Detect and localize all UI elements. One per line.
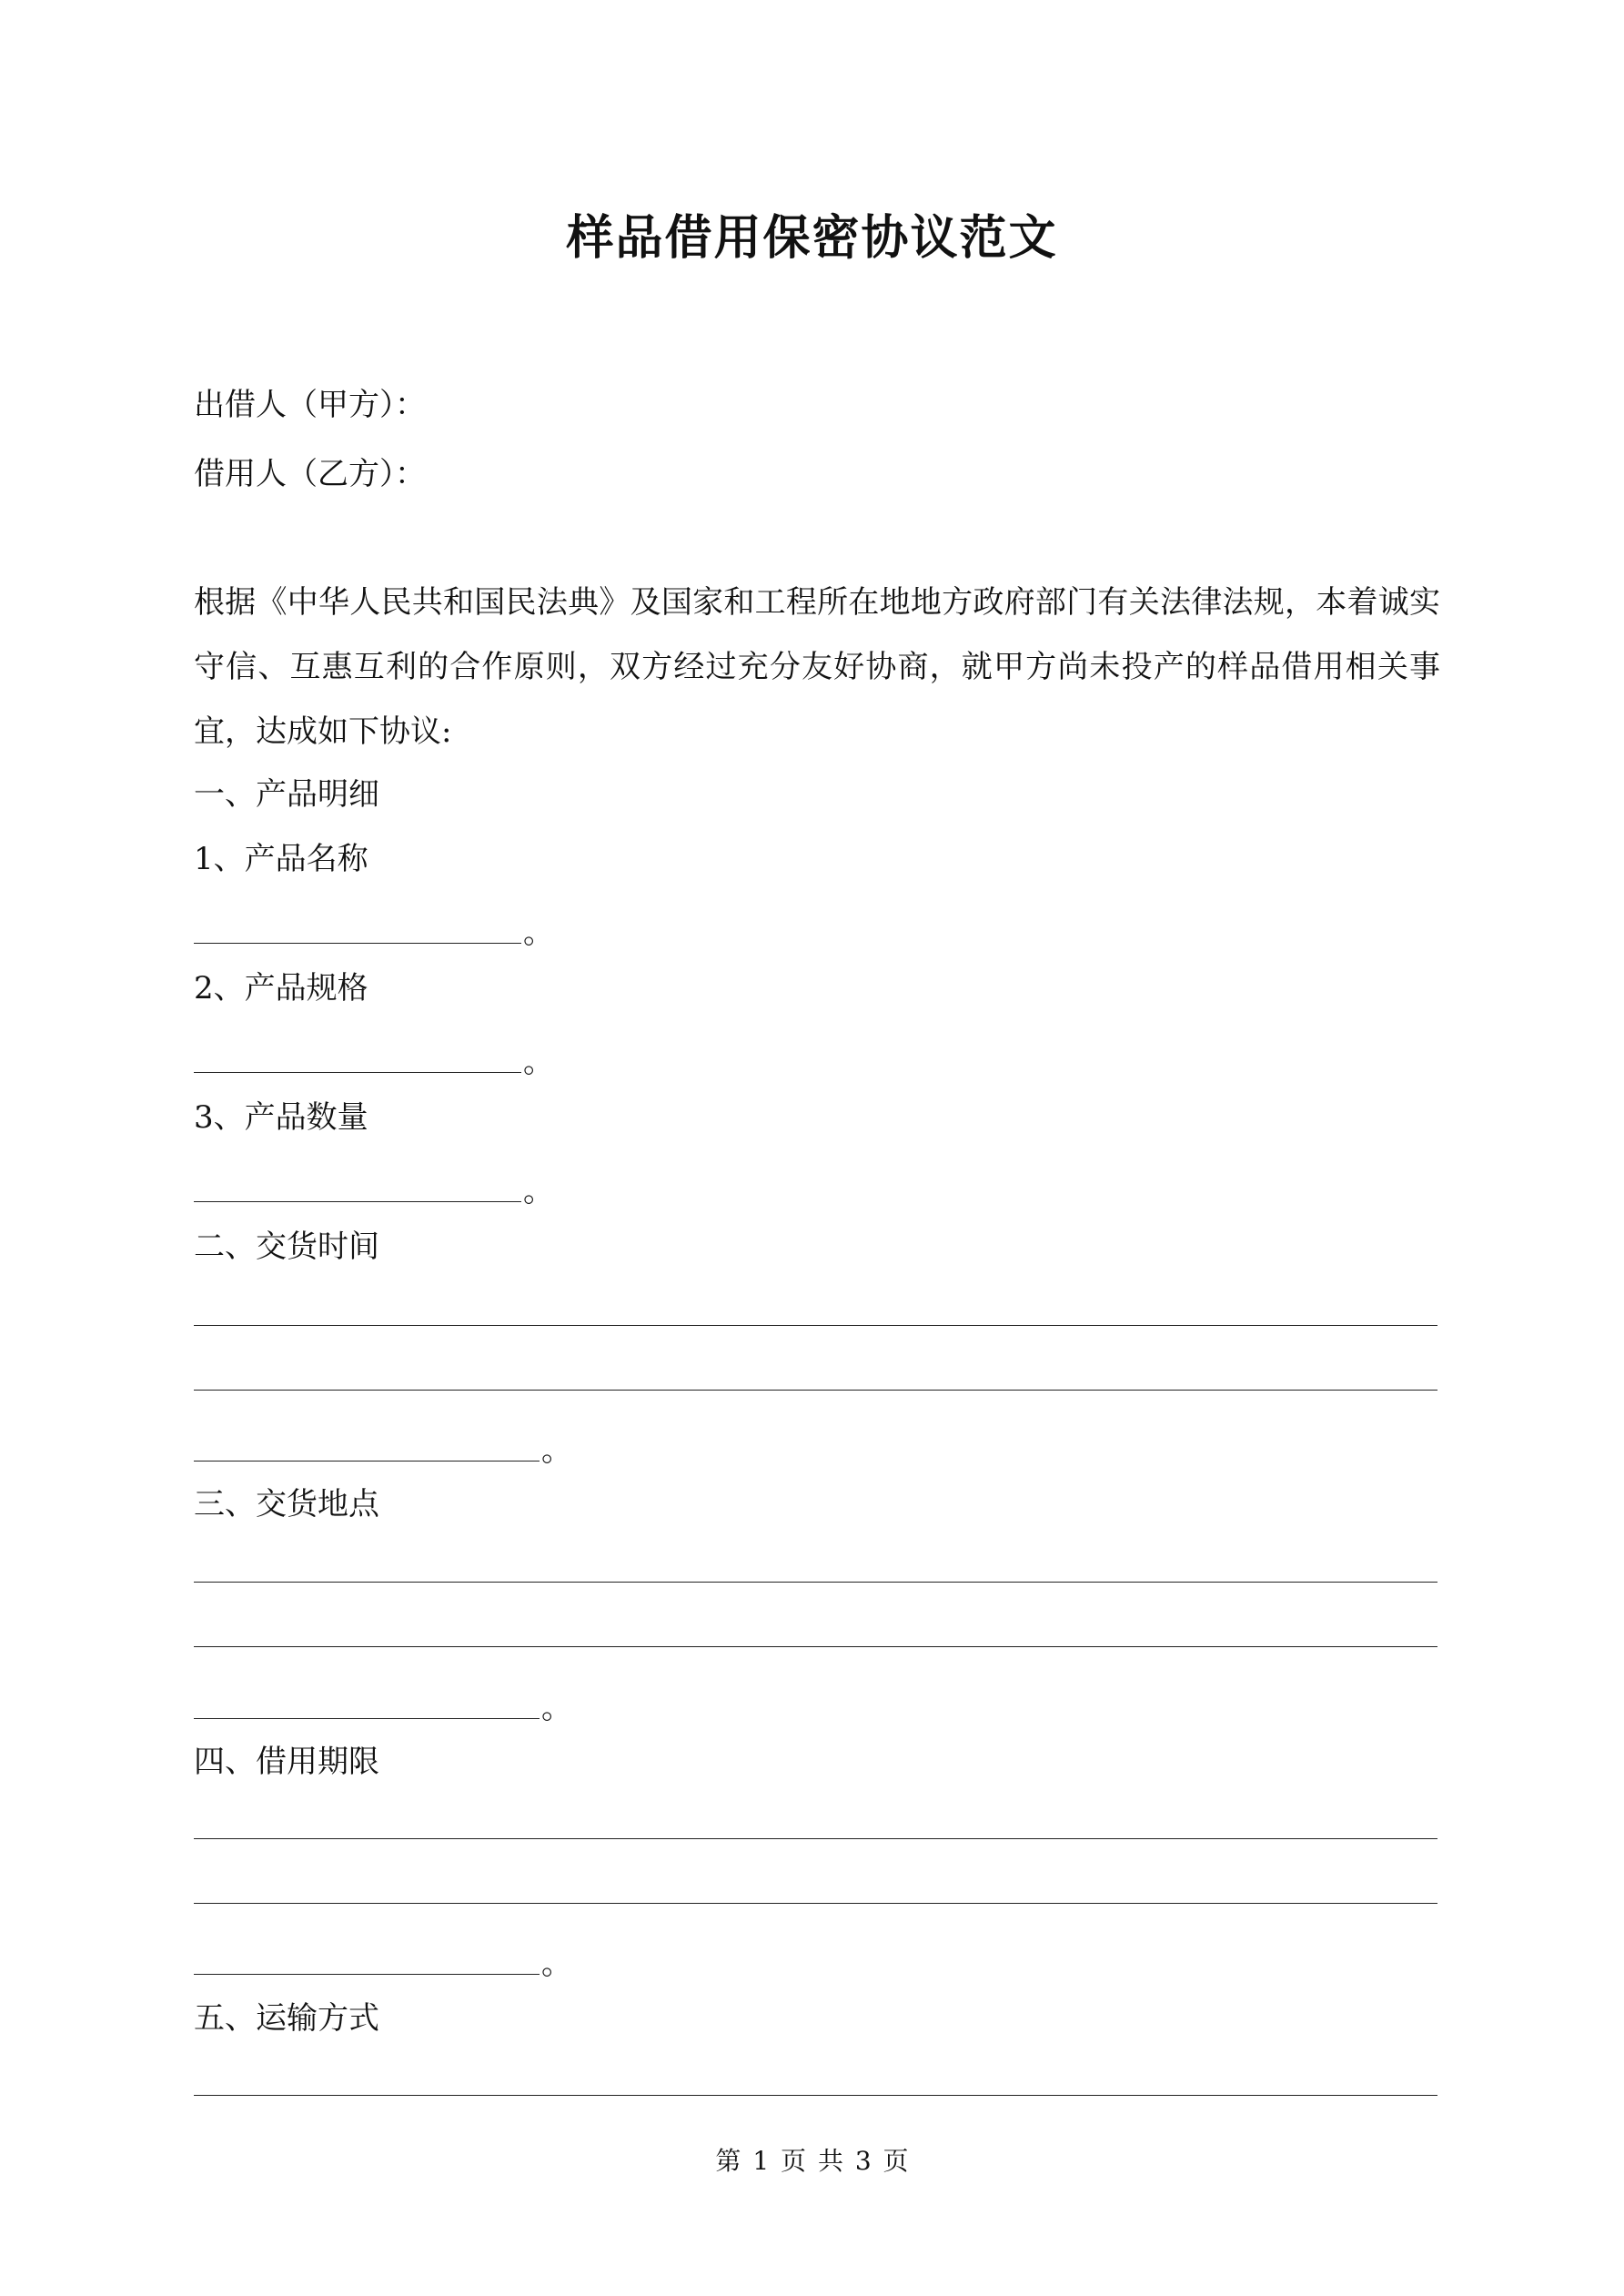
section-delivery-time: 二、交货时间 bbox=[194, 1229, 379, 1265]
section-delivery-place: 三、交货地点 bbox=[194, 1486, 379, 1522]
loan-period-rule-2 bbox=[194, 1903, 1437, 1904]
delivery-time-rule-1 bbox=[194, 1325, 1437, 1326]
delivery-place-blank bbox=[194, 1685, 572, 1727]
item-product-quantity: 3、产品数量 bbox=[194, 1099, 368, 1136]
page-title: 样品借用保密协议范文 bbox=[566, 210, 1058, 266]
delivery-time-blank bbox=[194, 1428, 572, 1470]
product-quantity-blank bbox=[194, 1168, 554, 1210]
transport-rule-1 bbox=[194, 2095, 1437, 2096]
lender-line: 出借人（甲方）： bbox=[194, 387, 426, 423]
section-loan-period: 四、借用期限 bbox=[194, 1744, 379, 1780]
page-footer: 第 1 页 共 3 页 bbox=[715, 2146, 909, 2176]
period-mark: 。 bbox=[523, 915, 554, 951]
product-spec-blank bbox=[194, 1039, 554, 1081]
section-product-details: 一、产品明细 bbox=[194, 776, 379, 813]
product-name-blank bbox=[194, 910, 554, 952]
item-product-spec: 2、产品规格 bbox=[194, 970, 368, 1006]
loan-period-blank bbox=[194, 1941, 572, 1983]
period-mark: 。 bbox=[523, 1044, 554, 1080]
period-mark: 。 bbox=[523, 1173, 554, 1209]
section-transport: 五、运输方式 bbox=[194, 2000, 379, 2037]
delivery-place-rule-2 bbox=[194, 1646, 1437, 1647]
delivery-place-rule-1 bbox=[194, 1582, 1437, 1583]
period-mark: 。 bbox=[541, 1690, 572, 1726]
period-mark: 。 bbox=[541, 1946, 572, 1982]
item-product-name: 1、产品名称 bbox=[194, 841, 368, 877]
delivery-time-rule-2 bbox=[194, 1390, 1437, 1391]
intro-paragraph: 根据《中华人民共和国民法典》及国家和工程所在地地方政府部门有关法律法规，本着诚实守信、互惠互利的合作原则，双方经过充分友好协商，就甲方尚未投产的样品借用相关事宜，达成如下协议: bbox=[194, 584, 1440, 750]
period-mark: 。 bbox=[541, 1432, 572, 1469]
borrower-line: 借用人（乙方）： bbox=[194, 456, 426, 492]
loan-period-rule-1 bbox=[194, 1838, 1437, 1839]
